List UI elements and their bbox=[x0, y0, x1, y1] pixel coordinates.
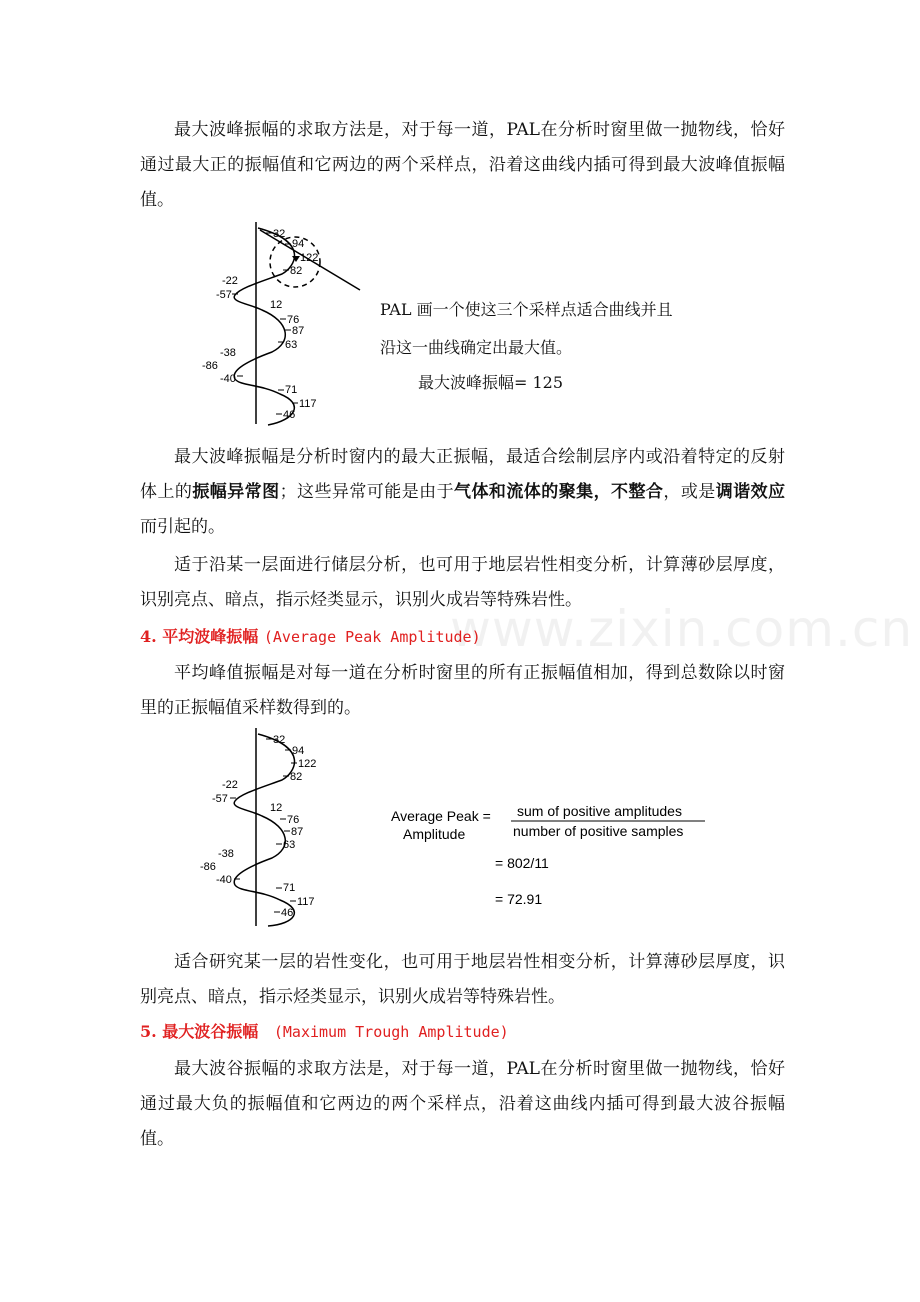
formula-numerator: sum of positive amplitudes bbox=[517, 803, 682, 819]
para-usage bbox=[140, 440, 785, 545]
watermark: www.zixin.com.cn bbox=[450, 600, 914, 658]
fig1-label: 82 bbox=[290, 265, 303, 277]
fig2-label: -86 bbox=[200, 861, 216, 873]
heading-average-peak bbox=[140, 625, 481, 649]
fig2-label: 94 bbox=[292, 745, 305, 757]
fig1-label: 87 bbox=[292, 325, 305, 337]
fig2-label: 117 bbox=[297, 896, 315, 908]
fig2-label: 63 bbox=[283, 839, 296, 851]
fig1-label: 94 bbox=[292, 238, 305, 250]
figure1-result: 最大波峰振幅= 125 bbox=[418, 373, 564, 392]
fig1-label: 46 bbox=[283, 409, 296, 421]
formula-step-2: = 72.91 bbox=[495, 891, 543, 907]
fig2-label: -40 bbox=[216, 874, 232, 886]
fig1-label: 71 bbox=[285, 384, 298, 396]
fig1-label: 117 bbox=[299, 398, 317, 410]
fig1-label: 76 bbox=[287, 314, 300, 326]
formula-lhs-1: Average Peak = bbox=[391, 808, 491, 824]
intro-text: 最大波峰振幅的求取方法是，对于每一道，PAL在分析时窗里做一抛物线，恰好通过最大正的振幅值和它两边的两个采样点，沿着这曲线内插可得到最大波峰值振幅值。 bbox=[140, 120, 785, 210]
fig2-label: -22 bbox=[222, 779, 238, 791]
fig1-label: -40 bbox=[220, 373, 236, 385]
para3-text: 适于沿某一层面进行储层分析，也可用于地层岩性相变分析，计算薄砂层厚度，识别亮点、暗点，指示烃类显示，识别火成岩等特殊岩性。 bbox=[140, 555, 785, 610]
para-lithology bbox=[140, 945, 785, 1015]
fig1-label: 63 bbox=[285, 339, 298, 351]
fig1-label: -86 bbox=[202, 360, 218, 372]
para2-bold: 振幅异常图 bbox=[192, 482, 280, 502]
fig1-label: -57 bbox=[216, 289, 232, 301]
figure1-note-1: PAL 画一个使这三个采样点适合曲线并且 bbox=[380, 300, 673, 319]
para2-bold: 不整合 bbox=[611, 482, 664, 502]
fig2-label: 87 bbox=[291, 826, 304, 838]
figure-max-peak bbox=[200, 222, 370, 427]
fig1-label: 12 bbox=[270, 299, 283, 311]
fig1-label: 122 bbox=[300, 252, 319, 264]
fig2-label: -38 bbox=[218, 848, 234, 860]
heading5-cn: 最大波谷振幅 bbox=[162, 1022, 259, 1041]
para-max-trough bbox=[140, 1052, 785, 1157]
para2-text: ；这些异常可能是由于 bbox=[279, 482, 455, 502]
heading4-en: (Average Peak Amplitude) bbox=[263, 628, 481, 646]
fig2-label: 32 bbox=[273, 734, 286, 746]
fig2-label: 82 bbox=[290, 771, 303, 783]
heading4-num: 4. bbox=[140, 627, 157, 646]
formula-lhs-2: Amplitude bbox=[403, 826, 466, 842]
para2-text: 最大波峰振幅是分析时窗内的最大正振幅，最适合绘制层序内或沿着特定的反射体上的 bbox=[140, 447, 785, 502]
figure-average-peak bbox=[200, 728, 330, 928]
fig2-label: 122 bbox=[298, 758, 317, 770]
heading5-num: 5. bbox=[140, 1022, 157, 1041]
para-average-peak bbox=[140, 656, 785, 726]
fig2-label: 76 bbox=[287, 814, 300, 826]
fig1-label: -22 bbox=[222, 275, 238, 287]
fig1-label: 32 bbox=[273, 228, 286, 240]
para2-bold: 气体和流体的聚集 bbox=[454, 482, 594, 502]
figure1-note-2: 沿这一曲线确定出最大值。 bbox=[380, 338, 573, 357]
fig2-label: 12 bbox=[270, 802, 283, 814]
formula-step-1: = 802/11 bbox=[495, 855, 549, 871]
para2-bold: 调谐效应 bbox=[715, 482, 786, 502]
para4-text: 平均峰值振幅是对每一道在分析时窗里的所有正振幅值相加，得到总数除以时窗里的正振幅值采样数得到的。 bbox=[140, 663, 785, 718]
heading-max-trough bbox=[140, 1020, 509, 1044]
fig2-label: -57 bbox=[212, 793, 228, 805]
intro-paragraph bbox=[140, 113, 785, 218]
fig2-label: 71 bbox=[283, 882, 296, 894]
para2-text: ， bbox=[593, 482, 612, 502]
heading4-cn: 平均波峰振幅 bbox=[162, 627, 259, 646]
para5-text: 适合研究某一层的岩性变化，也可用于地层岩性相变分析，计算薄砂层厚度，识别亮点、暗点，指示烃类显示，识别火成岩等特殊岩性。 bbox=[140, 952, 785, 1007]
fig1-label: -38 bbox=[220, 347, 236, 359]
formula-denominator: number of positive samples bbox=[513, 823, 684, 839]
heading5-en: (Maximum Trough Amplitude) bbox=[273, 1023, 509, 1041]
fig2-label: 46 bbox=[281, 907, 294, 919]
para2-text: ，或是 bbox=[663, 482, 716, 502]
average-peak-formula bbox=[385, 798, 725, 918]
para2-text: 而引起的。 bbox=[140, 517, 225, 537]
para6-text: 最大波谷振幅的求取方法是，对于每一道，PAL在分析时窗里做一抛物线，恰好通过最大负的振幅值和它两边的两个采样点，沿着这曲线内插可得到最大波谷振幅值。 bbox=[140, 1059, 785, 1149]
